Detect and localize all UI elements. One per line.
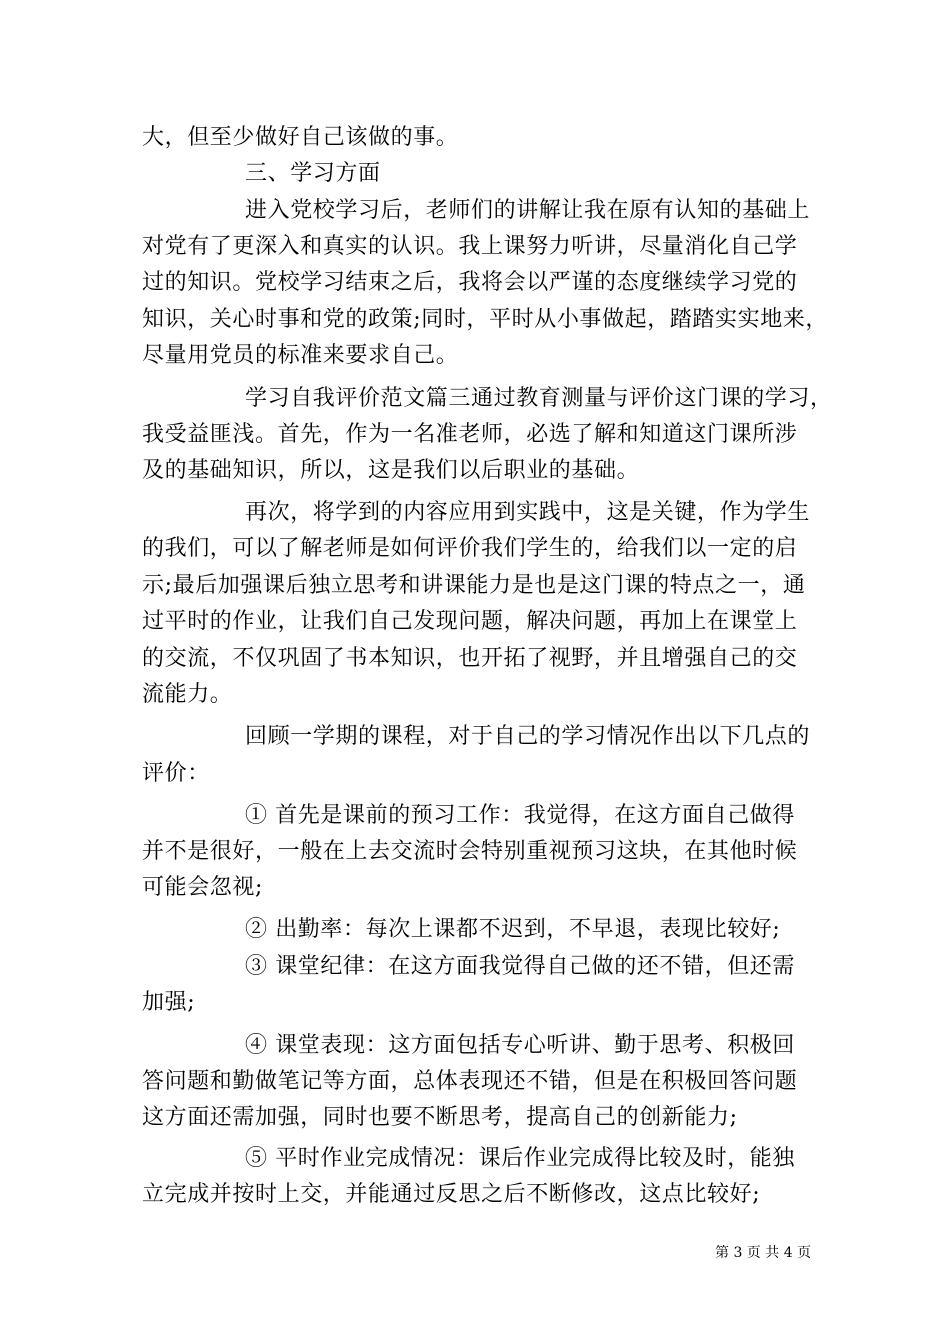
text-line: 及的基础知识，所以，这是我们以后职业的基础。 — [142, 458, 640, 483]
list-item: ① 首先是课前的预习工作：我觉得，在这方面自己做得 — [245, 803, 795, 828]
page-number-footer: 第 3 页 共 4 页 — [715, 1245, 812, 1261]
text-line: 可能会忽视; — [142, 875, 264, 900]
text-line: 大，但至少做好自己该做的事。 — [142, 125, 459, 150]
list-item: ③ 课堂纪律：在这方面我觉得自己做的还不错，但还需 — [245, 954, 795, 979]
text-line: 并不是很好，一般在上去交流时会特别重视预习这块，在其他时候 — [142, 839, 798, 864]
text-line: 的我们，可以了解老师是如何评价我们学生的，给我们以一定的启 — [142, 536, 798, 561]
text-line: 进入党校学习后，老师们的讲解让我在原有认知的基础上 — [245, 198, 811, 223]
text-line: 对党有了更深入和真实的认识。我上课努力听讲，尽量消化自己学 — [142, 234, 798, 259]
text-line: 这方面还需加强，同时也要不断思考，提高自己的创新能力; — [142, 1105, 738, 1130]
text-line: 过平时的作业，让我们自己发现问题，解决问题，再加上在课堂上 — [142, 609, 798, 634]
text-line: 评价： — [142, 761, 210, 786]
text-line: 示;最后加强课后独立思考和讲课能力是也是这门课的特点之一，通 — [142, 573, 806, 598]
text-line: 回顾一学期的课程，对于自己的学习情况作出以下几点的 — [245, 724, 811, 749]
text-line: 的交流，不仅巩固了书本知识，也开拓了视野，并且增强自己的交 — [142, 646, 798, 671]
text-line: 加强; — [142, 990, 196, 1015]
text-line: 再次，将学到的内容应用到实践中，这是关键，作为学生 — [245, 500, 811, 525]
text-line: 流能力。 — [142, 682, 233, 707]
list-item: ④ 课堂表现：这方面包括专心听讲、勤于思考、积极回 — [245, 1033, 795, 1058]
list-item: ② 出勤率：每次上课都不迟到，不早退，表现比较好; — [245, 917, 781, 942]
text-line: 我受益匪浅。首先，作为一名准老师，必选了解和知道这门课所涉 — [142, 422, 798, 447]
text-line: 尽量用党员的标准来要求自己。 — [142, 343, 459, 368]
text-line: 立完成并按时上交，并能通过反思之后不断修改，这点比较好; — [142, 1182, 761, 1207]
text-line: 知识，关心时事和党的政策;同时，平时从小事做起，踏踏实实地来， — [142, 307, 829, 332]
text-line: 学习自我评价范文篇三通过教育测量与评价这门课的学习， — [245, 386, 833, 411]
section-heading: 三、学习方面 — [245, 161, 381, 186]
text-line: 过的知识。党校学习结束之后，我将会以严谨的态度继续学习党的 — [142, 270, 798, 295]
list-item: ⑤ 平时作业完成情况：课后作业完成得比较及时，能独 — [245, 1146, 795, 1171]
text-line: 答问题和勤做笔记等方面，总体表现还不错，但是在积极回答问题 — [142, 1069, 798, 1094]
